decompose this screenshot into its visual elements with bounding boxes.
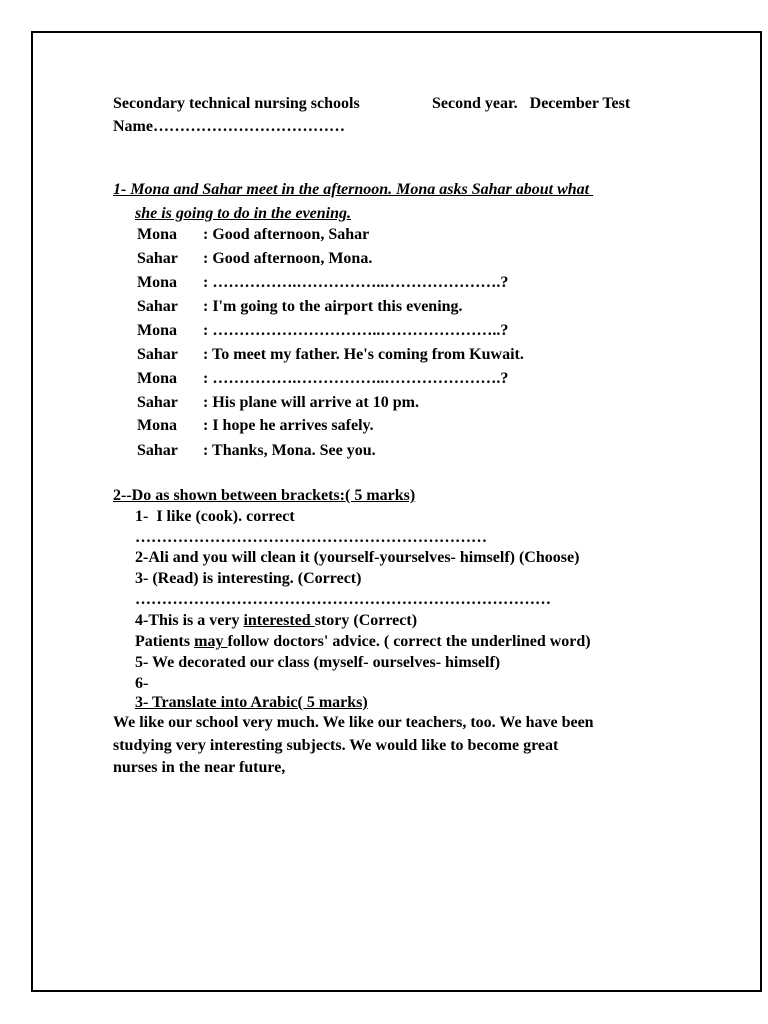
dialogue-line xyxy=(137,441,376,461)
question-5: 5- We decorated our class (myself- ourselves- himself) xyxy=(135,654,501,671)
question-2: 2-Ali and you will clean it (yourself-yourselves- himself) (Choose) xyxy=(135,549,580,566)
dialogue-speaker: Mona xyxy=(137,322,177,339)
section2-title: 2--Do as shown between brackets:( 5 marks) xyxy=(113,487,416,504)
dialogue-line xyxy=(137,321,508,341)
question-4-text: story (Correct) xyxy=(314,612,418,629)
underlined-word: interested xyxy=(243,612,315,629)
dialogue-line xyxy=(137,345,524,365)
dialogue-text: : Thanks, Mona. See you. xyxy=(203,442,376,459)
dialogue-blank: : …………….……………..………………….? xyxy=(203,274,509,291)
dialogue-text: : Good afternoon, Mona. xyxy=(203,250,373,267)
question-4b xyxy=(135,632,591,652)
answer-blank-3: …………………………………………………………………… xyxy=(135,591,551,608)
dialogue-line xyxy=(137,249,372,269)
dialogue-text: : I'm going to the airport this evening. xyxy=(203,298,463,315)
translation-paragraph-line: We like our school very much. We like our teachers, too. We have been xyxy=(113,714,594,731)
name-line: Name……………………………… xyxy=(113,118,345,135)
dialogue-line xyxy=(137,297,463,317)
year-and-test: Second year. December Test xyxy=(432,95,631,112)
dialogue-speaker: Mona xyxy=(137,370,177,387)
dialogue-line xyxy=(137,273,508,293)
dialogue-speaker: Sahar xyxy=(137,442,178,459)
dialogue-text: : I hope he arrives safely. xyxy=(203,417,374,434)
section1-title-line2: she is going to do in the evening. xyxy=(135,205,352,222)
underlined-word: may xyxy=(194,633,228,650)
question-4 xyxy=(135,611,417,631)
dialogue-line xyxy=(137,225,369,245)
dialogue-line xyxy=(137,416,374,436)
section1-title-line1: 1- Mona and Sahar meet in the afternoon. Mona asks Sahar about what xyxy=(113,181,594,198)
dialogue-blank: : …………………………..…………………..? xyxy=(203,322,509,339)
dialogue-speaker: Mona xyxy=(137,226,177,243)
dialogue-line xyxy=(137,393,419,413)
question-6: 6- xyxy=(135,675,149,692)
section3-title: 3- Translate into Arabic( 5 marks) xyxy=(135,694,368,711)
dialogue-text: : His plane will arrive at 10 pm. xyxy=(203,394,419,411)
question-1: 1- I like (cook). correct xyxy=(135,508,295,525)
answer-blank-1: ………………………………………………………… xyxy=(135,529,487,546)
school-name: Secondary technical nursing schools xyxy=(113,95,360,112)
translation-paragraph-line: nurses in the near future, xyxy=(113,759,286,776)
dialogue-speaker: Sahar xyxy=(137,298,178,315)
dialogue-speaker: Mona xyxy=(137,274,177,291)
dialogue-blank: : …………….……………..………………….? xyxy=(203,370,509,387)
dialogue-text: : Good afternoon, Sahar xyxy=(203,226,370,243)
question-3: 3- (Read) is interesting. (Correct) xyxy=(135,570,362,587)
dialogue-text: : To meet my father. He's coming from Kuwait. xyxy=(203,346,524,363)
question-4-text: 4-This is a very xyxy=(135,612,244,629)
dialogue-speaker: Sahar xyxy=(137,250,178,267)
dialogue-speaker: Mona xyxy=(137,417,177,434)
dialogue-line xyxy=(137,369,508,389)
dialogue-speaker: Sahar xyxy=(137,394,178,411)
question-4b-text: follow doctors' advice. ( correct the underlined word) xyxy=(227,633,591,650)
dialogue-speaker: Sahar xyxy=(137,346,178,363)
question-4b-text: Patients xyxy=(135,633,195,650)
translation-paragraph-line: studying very interesting subjects. We would like to become great xyxy=(113,737,559,754)
